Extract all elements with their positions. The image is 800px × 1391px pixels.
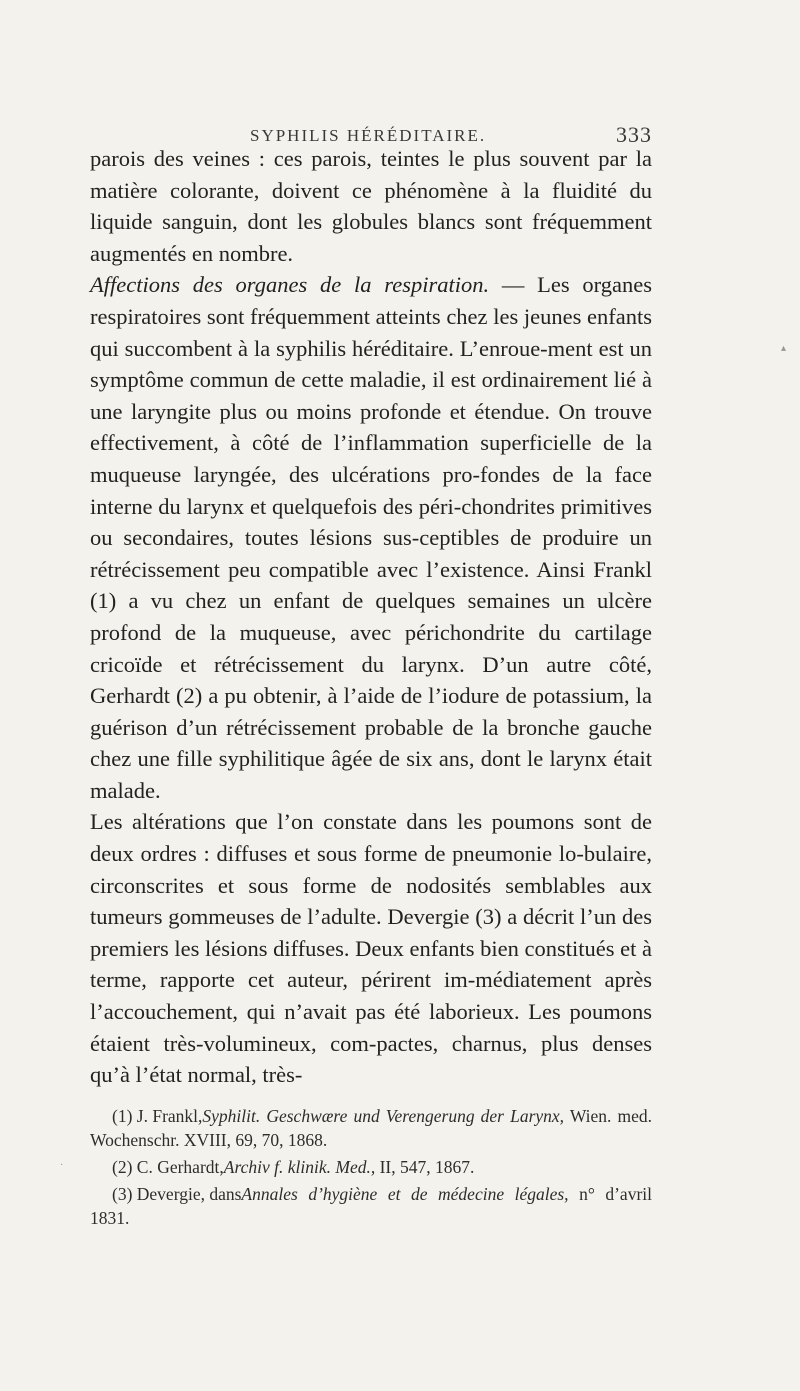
paragraph-3	[90, 806, 652, 1090]
paragraph-1-text: parois des veines : ces parois, teintes le plus souvent par la matière colorante, doivent ce phénomène à la fluidité du liquide sanguin, dont les globules blancs sont fréquemment augmentés en nombre.	[90, 146, 652, 266]
footnote-2-ref: (2) C. Gerhardt,	[112, 1157, 224, 1177]
paragraph-3-text: Les altérations que l’on constate dans les poumons sont de deux ordres : diffuses et sous forme de pneumonie lo-bulaire, circonscrites et sous forme de nodosités semblables aux tumeurs gommeuses de l’adulte. Devergie (3) a décrit l’un des premiers les lésions diffuses. Deux enfants bien constitués et à terme, rapporte cet auteur, périrent im-médiatement après l’accouchement, qui n’avait pas été laborieux. Les poumons étaient très-volumineux, com-pactes, charnus, plus denses qu’à l’état normal, très-	[90, 809, 652, 1088]
footnote-1-ref: (1) J. Frankl,	[112, 1106, 203, 1126]
footnote-2	[90, 1155, 652, 1179]
section-heading: Affections des organes de la respiration.	[90, 272, 490, 298]
footnote-3-ref: (3) Devergie, dans	[112, 1184, 242, 1204]
footnote-1-title: Syphilit. Geschwære und Verengerung der Larynx,	[202, 1106, 565, 1126]
paragraph-2	[90, 269, 652, 806]
footnote-3-source: n° d’avril 1831.	[90, 1184, 652, 1228]
footnote-2-title: Archiv f. klinik. Med.,	[223, 1157, 376, 1177]
footnote-1-source: Wien. med. Wochenschr. XVIII, 69, 70, 1868.	[90, 1106, 652, 1150]
page-number: 333	[616, 122, 652, 147]
running-title: SYPHILIS HÉRÉDITAIRE.	[250, 126, 487, 145]
footnote-3-title: Annales d’hygiène et de médecine légales,	[241, 1184, 569, 1204]
footnote-2-source: II, 547, 1867.	[375, 1157, 475, 1177]
footnote-3	[90, 1182, 652, 1230]
paragraph-1	[90, 143, 652, 269]
footnotes	[90, 1104, 652, 1233]
body-text	[90, 143, 652, 1091]
margin-speck: ·	[60, 1160, 64, 1171]
margin-speck: ▴	[781, 343, 787, 354]
footnote-1	[90, 1104, 652, 1152]
paragraph-2-text: — Les organes respiratoires sont fréquemment atteints chez les jeunes enfants qui succombent à la syphilis héréditaire. L’enroue-ment est un symptôme commun de cette maladie, il est ordinairement lié à une laryngite plus ou moins profonde et étendue. On trouve effectivement, à côté de l’inflammation superficielle de la muqueuse laryngée, des ulcérations pro-fondes de la face interne du larynx et quelquefois des péri-chondrites primitives ou secondaires, toutes lésions sus-ceptibles de produire un rétrécissement peu compatible avec l’existence. Ainsi Frankl (1) a vu chez un enfant de quelques semaines un ulcère profond de la muqueuse, avec périchondrite du cartilage cricoïde et rétrécissement du larynx. D’un autre côté, Gerhardt (2) a pu obtenir, à l’aide de l’iodure de potassium, la guérison d’un rétrécissement probable de la bronche gauche chez une fille syphilitique âgée de six ans, dont le larynx était malade.	[90, 272, 652, 803]
